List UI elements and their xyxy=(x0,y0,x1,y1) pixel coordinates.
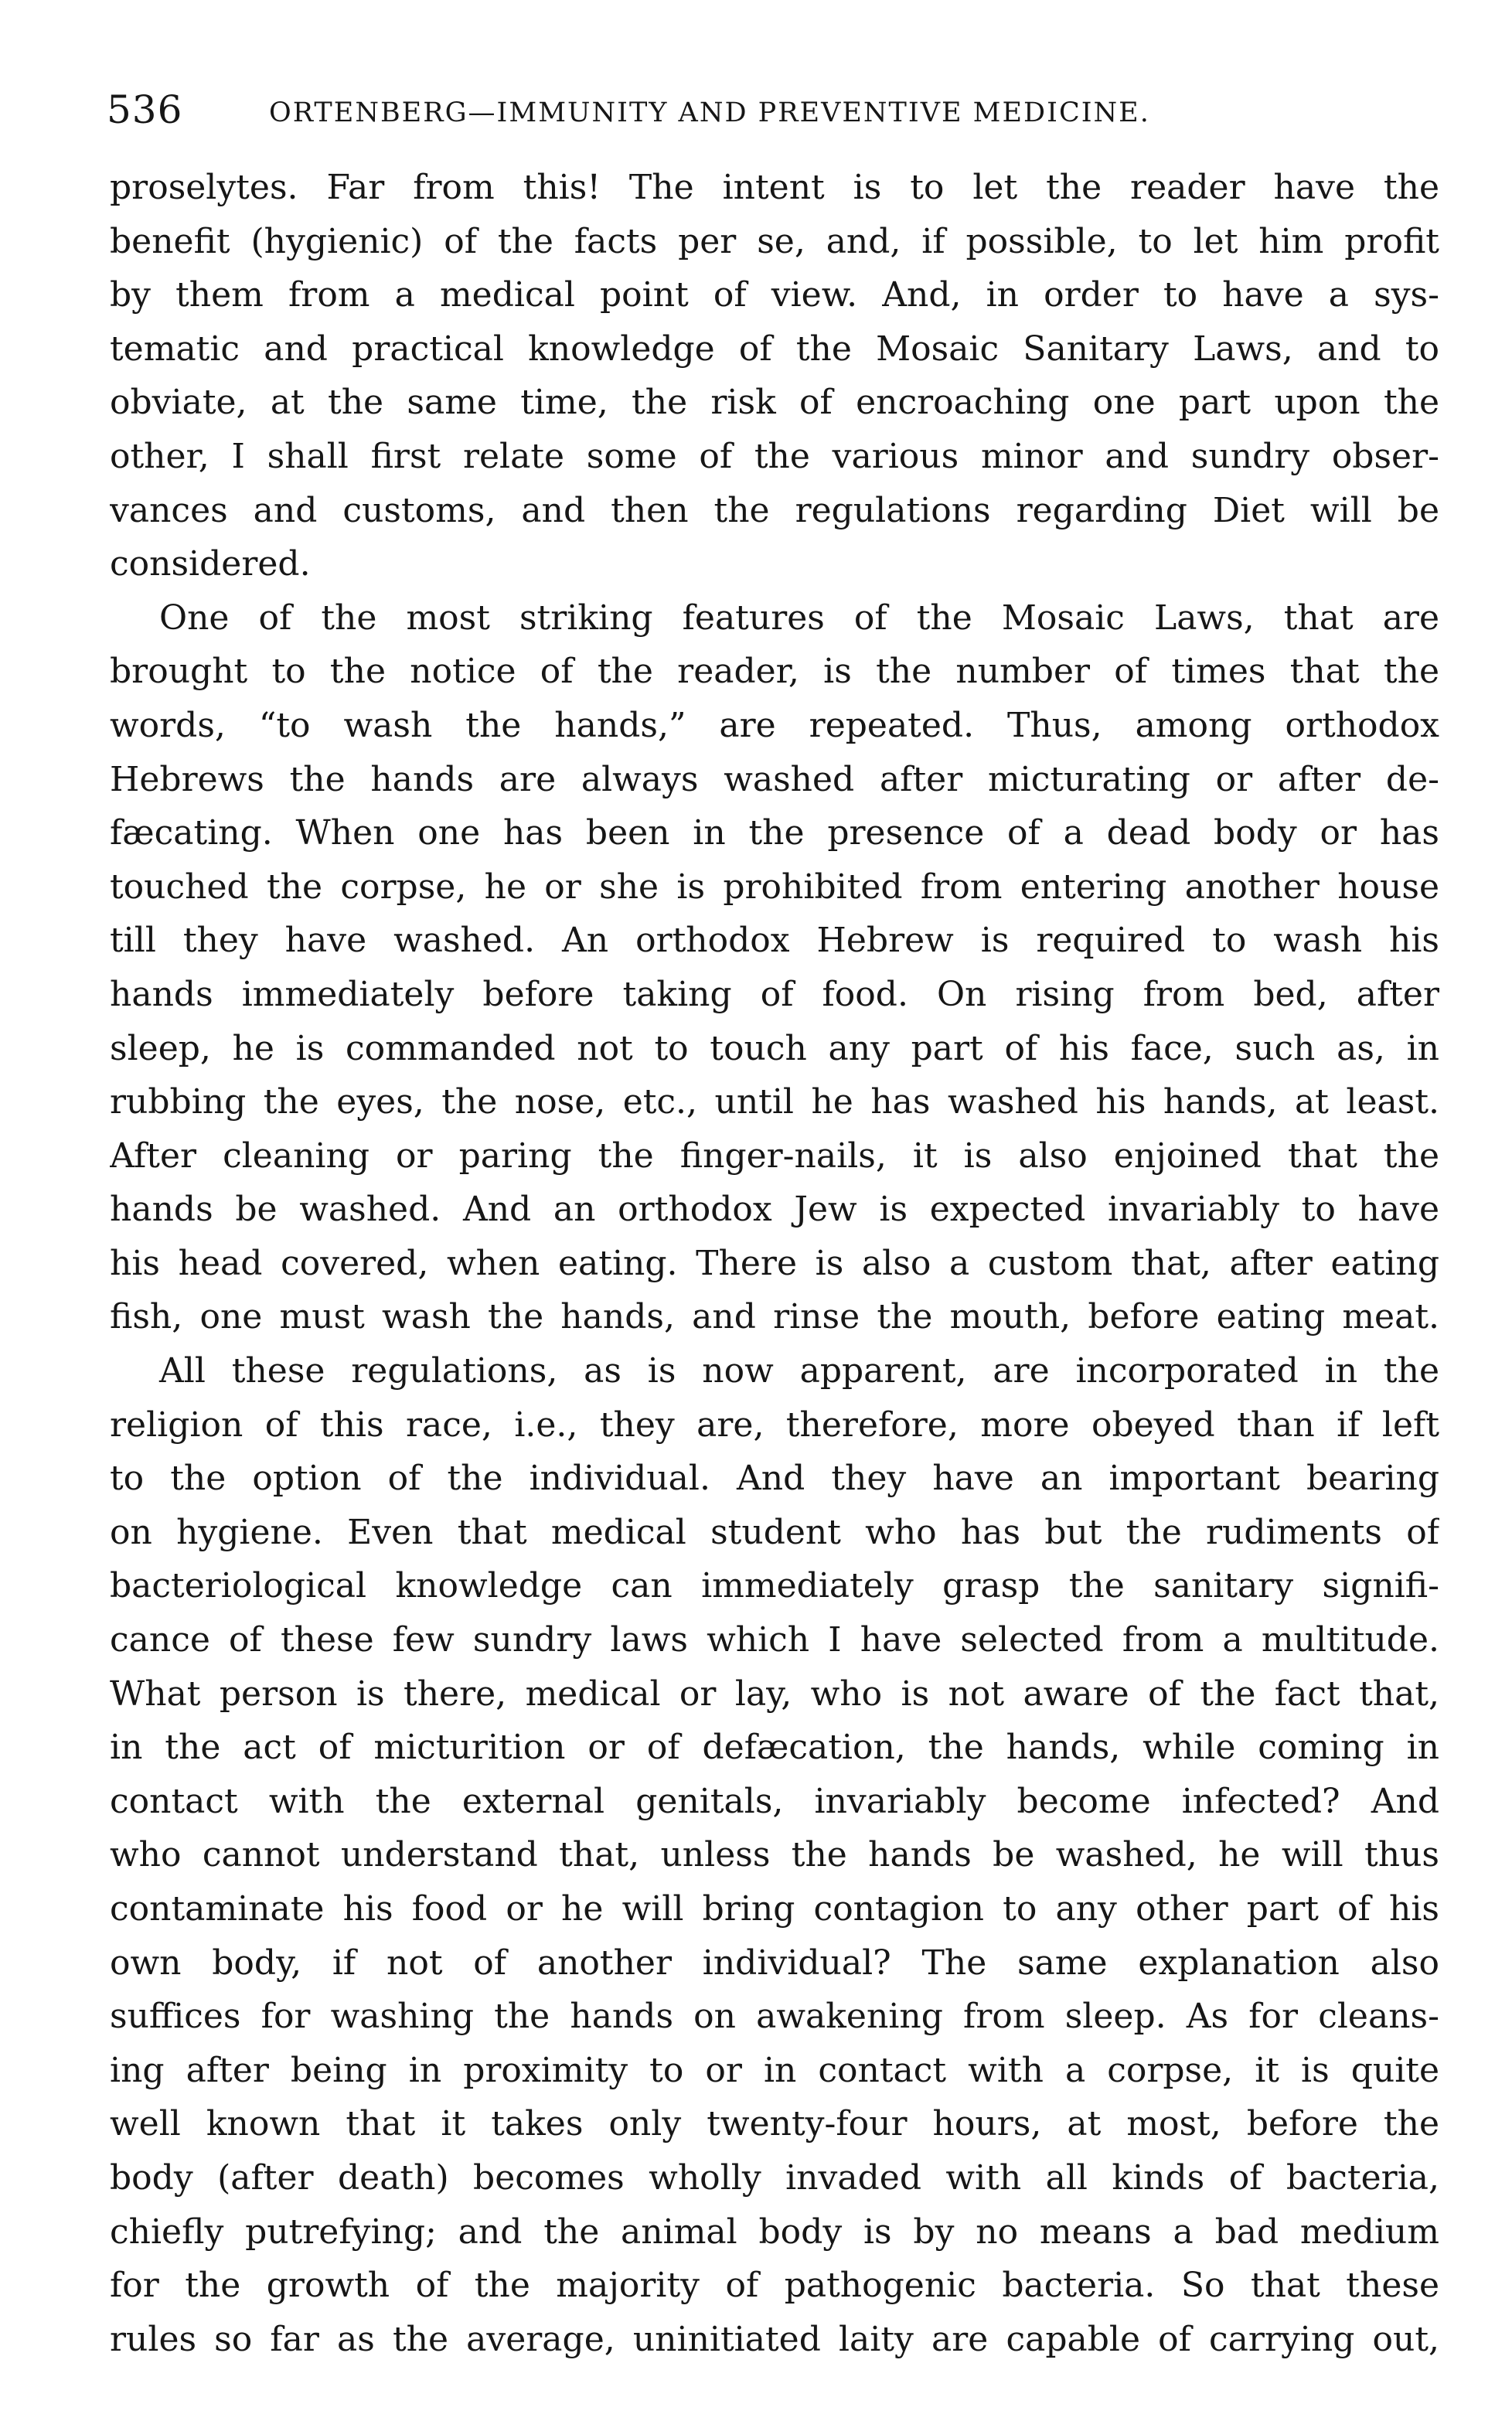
paragraph-end-line: considered. xyxy=(110,544,311,584)
text-line: chiefly putrefying; and the animal body is by no means a bad medium xyxy=(110,2212,1439,2252)
text-line: contact with the external genitals, invariably become infected? And xyxy=(110,1781,1439,1821)
text-line: tematic and practical knowledge of the Mosaic Sanitary Laws, and to xyxy=(110,329,1439,369)
running-head-title: ORTENBERG—IMMUNITY AND PREVENTIVE MEDICINE. xyxy=(269,97,1150,128)
text-line: proselytes. Far from this! The intent is to let the reader have the xyxy=(110,168,1439,207)
text-line: hands immediately before taking of food. On rising from bed, after xyxy=(110,974,1439,1014)
text-line: rubbing the eyes, the nose, etc., until he has washed his hands, at least. xyxy=(110,1082,1439,1122)
text-line: hands be washed. And an orthodox Jew is expected invariably to have xyxy=(110,1190,1439,1230)
text-line: body (after death) becomes wholly invaded with all kinds of bacteria, xyxy=(110,2157,1439,2198)
page-number: 536 xyxy=(107,87,183,132)
text-line: rules so far as the average, uninitiated laity are capable of carrying out, xyxy=(110,2319,1439,2359)
text-line: his head covered, when eating. There is also a custom that, after eating xyxy=(110,1243,1439,1283)
text-line: for the growth of the majority of pathogenic bacteria. So that these xyxy=(110,2266,1439,2306)
text-line: words, “to wash the hands,” are repeated. Thus, among orthodox xyxy=(110,705,1439,745)
text-line: contaminate his food or he will bring contagion to any other part of his xyxy=(110,1889,1439,1929)
text-line: fish, one must wash the hands, and rinse the mouth, before eating meat. xyxy=(110,1297,1439,1337)
text-line: on hygiene. Even that medical student who has but the rudiments of xyxy=(110,1512,1439,1552)
paragraph-start-line: One of the most striking features of the Mosaic Laws, that are xyxy=(159,598,1439,638)
text-line: suffices for washing the hands on awakening from sleep. As for cleans- xyxy=(110,1997,1439,2037)
text-line: brought to the notice of the reader, is the number of times that the xyxy=(110,652,1439,692)
text-line: fæcating. When one has been in the presence of a dead body or has xyxy=(110,813,1439,853)
text-line: Hebrews the hands are always washed after micturating or after de- xyxy=(110,759,1439,799)
text-line: by them from a medical point of view. And, in order to have a sys- xyxy=(110,275,1439,315)
paragraph-start-line: All these regulations, as is now apparent, are incorporated in the xyxy=(159,1351,1439,1391)
text-line: to the option of the individual. And they have an important bearing xyxy=(110,1459,1439,1499)
text-line: touched the corpse, he or she is prohibited from entering another house xyxy=(110,867,1439,907)
text-line: bacteriological knowledge can immediately grasp the sanitary signifi- xyxy=(110,1566,1439,1606)
text-line: religion of this race, i.e., they are, therefore, more obeyed than if left xyxy=(110,1405,1439,1445)
body-text xyxy=(110,161,1439,2366)
text-line: cance of these few sundry laws which I have selected from a multitude. xyxy=(110,1620,1439,1660)
running-head xyxy=(107,87,1436,148)
text-line: ing after being in proximity to or in contact with a corpse, it is quite xyxy=(110,2050,1439,2090)
text-line: own body, if not of another individual? The same explanation also xyxy=(110,1943,1439,1983)
text-line: well known that it takes only twenty-four hours, at most, before the xyxy=(110,2104,1439,2144)
text-line: in the act of micturition or of defæcation, the hands, while coming in xyxy=(110,1728,1439,1768)
text-line: After cleaning or paring the finger-nails, it is also enjoined that the xyxy=(110,1136,1439,1176)
text-line: who cannot understand that, unless the hands be washed, he will thus xyxy=(110,1835,1439,1875)
text-line: obviate, at the same time, the risk of encroaching one part upon the xyxy=(110,383,1439,423)
text-line: benefit (hygienic) of the facts per se, and, if possible, to let him profit xyxy=(110,221,1439,261)
text-line: What person is there, medical or lay, who is not aware of the fact that, xyxy=(110,1674,1439,1714)
text-line: other, I shall first relate some of the various minor and sundry obser- xyxy=(110,436,1439,476)
text-line: sleep, he is commanded not to touch any part of his face, such as, in xyxy=(110,1028,1439,1068)
text-line: vances and customs, and then the regulations regarding Diet will be xyxy=(110,490,1439,530)
text-line: till they have washed. An orthodox Hebrew is required to wash his xyxy=(110,921,1439,961)
